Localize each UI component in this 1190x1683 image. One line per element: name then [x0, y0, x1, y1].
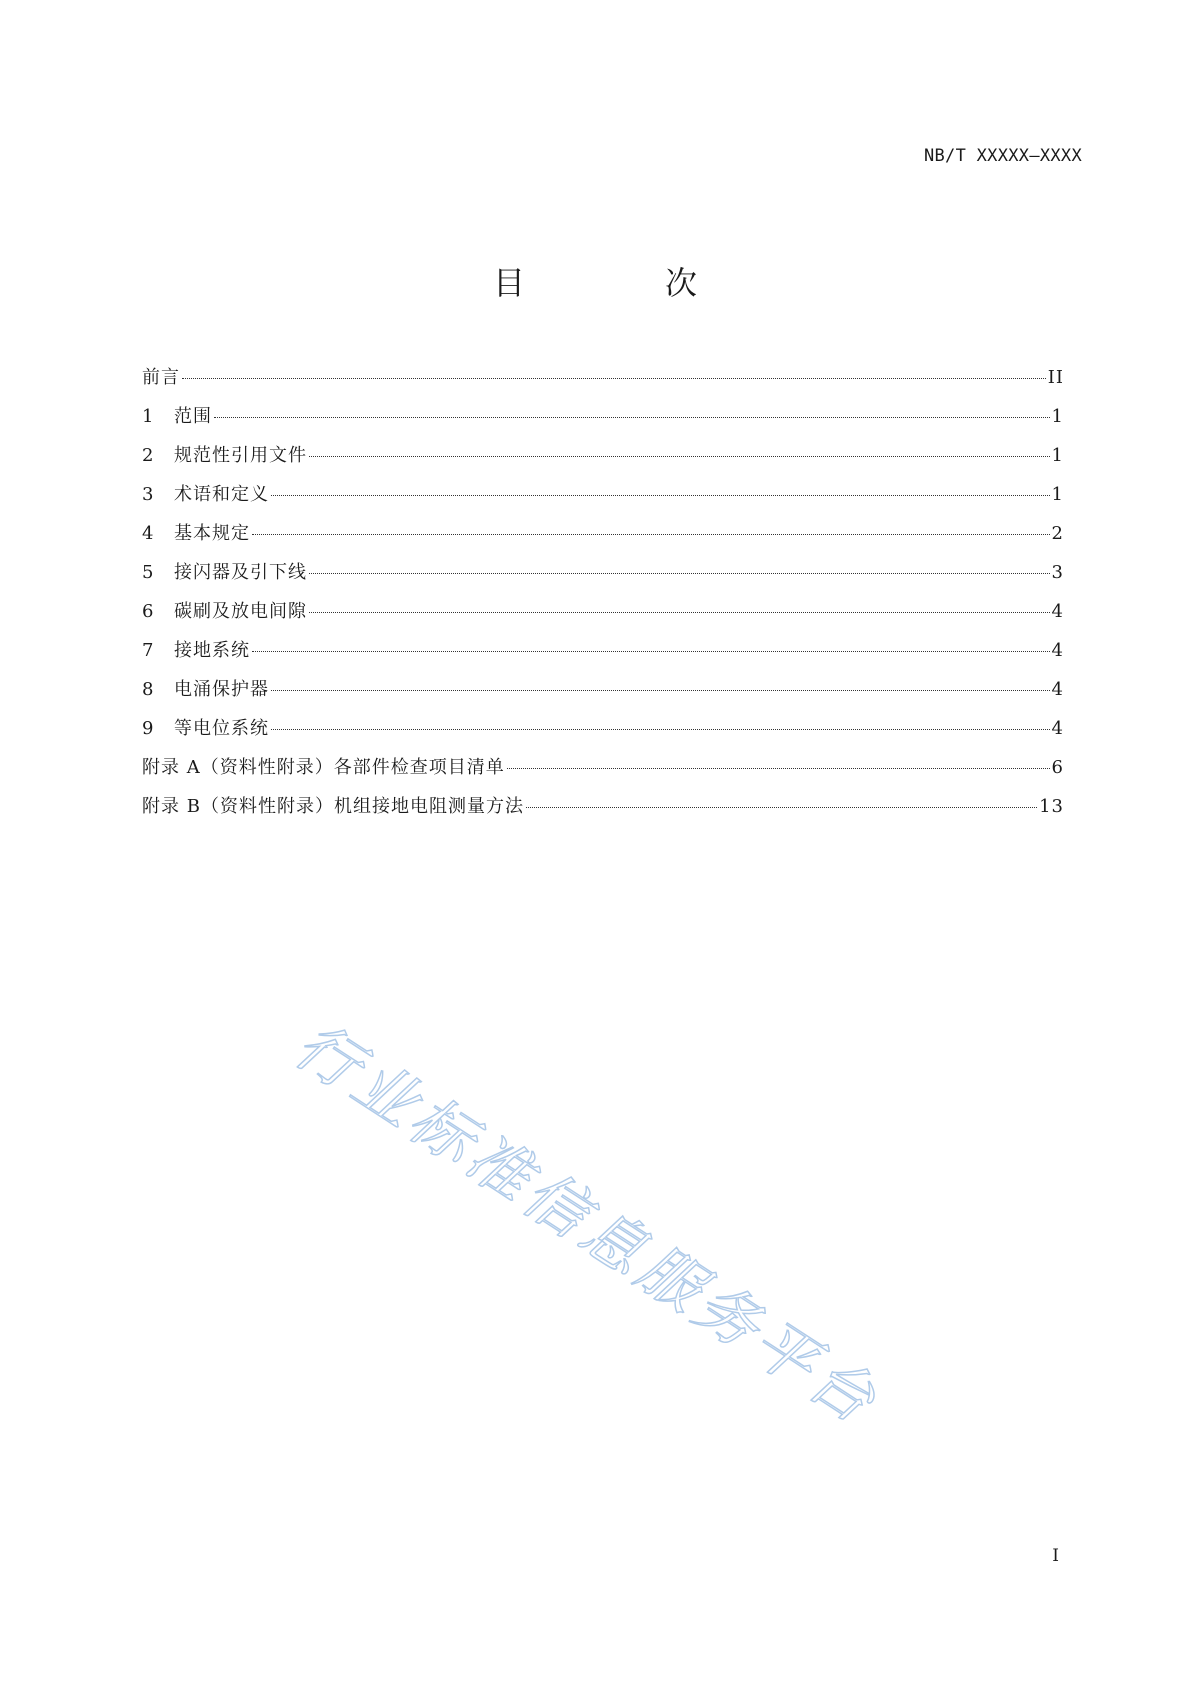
toc-entry-page: II: [1047, 367, 1064, 388]
toc-entry-3[interactable]: [142, 475, 1064, 514]
toc-entry-page: 4: [1051, 640, 1064, 661]
toc-entry-page: 2: [1051, 523, 1064, 544]
toc-leader-dots: [309, 456, 1050, 457]
toc-leader-dots: [526, 807, 1037, 808]
toc-entry-page: 6: [1051, 757, 1064, 778]
toc-entry-label: 基本规定: [174, 523, 250, 544]
toc-entry-number: 8: [142, 679, 154, 700]
toc-leader-dots: [271, 690, 1050, 691]
toc-leader-dots: [271, 495, 1050, 496]
toc-entry-number: 6: [142, 601, 154, 622]
toc-entry-number: 9: [142, 718, 154, 739]
toc-entry-foreword[interactable]: [142, 358, 1064, 397]
toc-entry-page: 1: [1051, 406, 1064, 427]
toc-leader-dots: [182, 378, 1046, 379]
toc-entry-label: 术语和定义: [174, 484, 269, 505]
watermark: 行业标准信息服务平台: [282, 1008, 893, 1440]
toc-entry-6[interactable]: [142, 592, 1064, 631]
toc-entry-number: 2: [142, 445, 154, 466]
toc-entry-label: 前言: [142, 367, 180, 388]
toc-entry-7[interactable]: [142, 631, 1064, 670]
toc-leader-dots: [214, 417, 1050, 418]
toc-entry-number: 5: [142, 562, 154, 583]
toc-entry-label: 附录 B（资料性附录）机组接地电阻测量方法: [142, 796, 524, 817]
toc-leader-dots: [309, 612, 1050, 613]
toc-leader-dots: [309, 573, 1050, 574]
toc-entry-1[interactable]: [142, 397, 1064, 436]
toc-leader-dots: [252, 534, 1050, 535]
toc-entry-page: 4: [1051, 679, 1064, 700]
toc-entry-appendix-a[interactable]: [142, 748, 1064, 787]
toc-entry-page: 1: [1051, 445, 1064, 466]
toc-leader-dots: [507, 768, 1050, 769]
table-of-contents: [142, 358, 1064, 826]
toc-leader-dots: [252, 651, 1050, 652]
toc-entry-label: 接地系统: [174, 640, 250, 661]
toc-entry-number: 4: [142, 523, 154, 544]
toc-entry-2[interactable]: [142, 436, 1064, 475]
toc-entry-number: 3: [142, 484, 154, 505]
toc-entry-label: 碳刷及放电间隙: [174, 601, 307, 622]
toc-entry-page: 3: [1051, 562, 1064, 583]
toc-entry-number: 7: [142, 640, 154, 661]
toc-entry-label: 范围: [174, 406, 212, 427]
toc-entry-9[interactable]: [142, 709, 1064, 748]
toc-entry-page: 13: [1039, 796, 1064, 817]
toc-entry-5[interactable]: [142, 553, 1064, 592]
toc-entry-page: 4: [1051, 718, 1064, 739]
toc-entry-page: 1: [1051, 484, 1064, 505]
toc-leader-dots: [271, 729, 1050, 730]
toc-entry-label: 规范性引用文件: [174, 445, 307, 466]
toc-entry-label: 电涌保护器: [174, 679, 269, 700]
document-code: NB/T XXXXX—XXXX: [923, 146, 1082, 166]
toc-entry-label: 附录 A（资料性附录）各部件检查项目清单: [142, 757, 505, 778]
toc-entry-label: 接闪器及引下线: [174, 562, 307, 583]
toc-entry-page: 4: [1051, 601, 1064, 622]
page-number: I: [1052, 1546, 1059, 1566]
toc-entry-label: 等电位系统: [174, 718, 269, 739]
toc-entry-4[interactable]: [142, 514, 1064, 553]
toc-entry-appendix-b[interactable]: [142, 787, 1064, 826]
toc-entry-8[interactable]: [142, 670, 1064, 709]
toc-entry-number: 1: [142, 406, 154, 427]
page-title: 目 次: [492, 264, 751, 302]
